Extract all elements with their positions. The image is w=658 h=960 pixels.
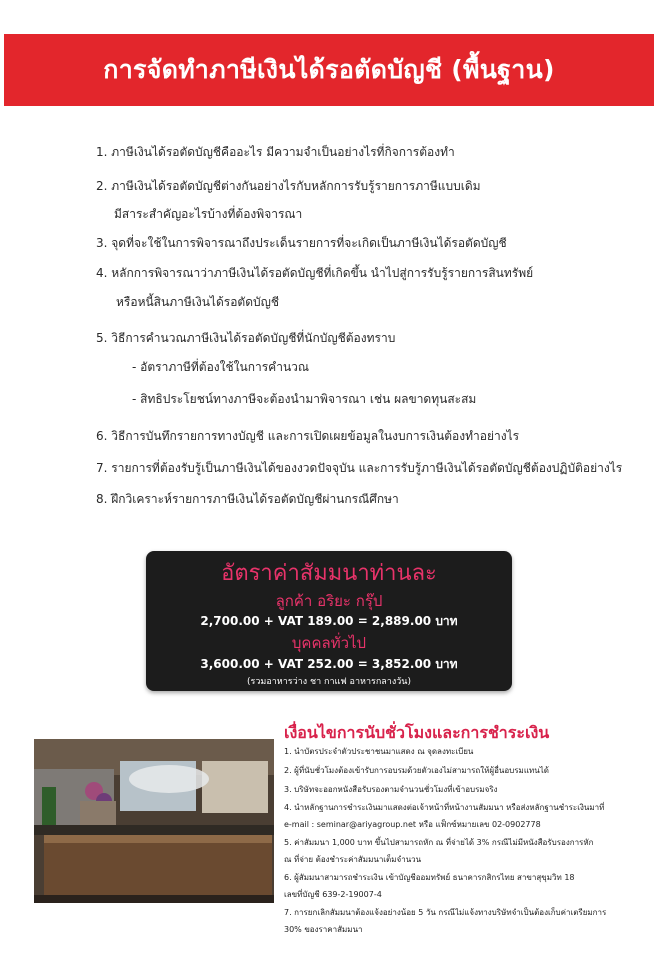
condition-line-7-cont: 30% ของราคาสัมมนา (284, 925, 363, 934)
condition-line-3: 3. บริษัทจะออกหนังสือรับรองตามจำนวนชั่วโมงที่เข้าอบรมจริง (284, 785, 498, 794)
condition-line-4: 4. นำหลักฐานการชำระเงินมาแสดงต่อเจ้าหน้าที่หน้างานสัมมนา หรือส่งหลักฐานชำระเงินมาที่ (284, 803, 605, 812)
seminar-room-photo (34, 739, 274, 903)
topic-item-7: 7. รายการที่ต้องรับรู้เป็นภาษีเงินได้ของงวดปัจจุบัน และการรับรู้ภาษีเงินได้รอตัดบัญชีต้องปฏิบัติอย่างไร (96, 461, 623, 475)
public-label: บุคคลทั่วไป (291, 634, 367, 652)
topic-item-8: 8. ฝึกวิเคราะห์รายการภาษีเงินได้รอตัดบัญชีผ่านกรณีศึกษา (96, 492, 399, 506)
topic-subitem-5b: - สิทธิประโยชน์ทางภาษีจะต้องนำมาพิจารณา เช่น ผลขาดทุนสะสม (132, 392, 477, 406)
conditions-title: เงื่อนไขการนับชั่วโมงและการชำระเงิน (284, 723, 550, 742)
pricing-title: อัตราค่าสัมมนาท่านละ (221, 561, 437, 586)
topic-item-1: 1. ภาษีเงินได้รอตัดบัญชีคืออะไร มีความจำเป็นอย่างไรที่กิจการต้องทำ (96, 145, 455, 159)
condition-email-line: e-mail : seminar@ariyagroup.net หรือ แฟ็กซ์หมายเลข 02-0902778 (284, 820, 541, 829)
topic-subitem-5a: - อัตราภาษีที่ต้องใช้ในการคำนวณ (132, 360, 310, 374)
topic-item-3: 3. จุดที่จะใช้ในการพิจารณาถึงประเด็นรายการที่จะเกิดเป็นภาษีเงินได้รอตัดบัญชี (96, 236, 507, 250)
topic-item-6: 6. วิธีการบันทึกรายการทางบัญชี และการเปิดเผยข้อมูลในงบการเงินต้องทำอย่างไร (96, 429, 520, 443)
condition-line-5: 5. ค่าสัมมนา 1,000 บาท ขึ้นไปสามารถหัก ณ ที่จ่ายได้ 3% กรณีไม่มีหนังสือรับรองการหัก (284, 838, 594, 847)
topic-item-5: 5. วิธีการคำนวณภาษีเงินได้รอตัดบัญชีที่นักบัญชีต้องทราบ (96, 331, 396, 345)
condition-line-2: 2. ผู้ที่นับชั่วโมงต้องเข้ารับการอบรมด้วยตัวเองไม่สามารถให้ผู้อื่นอบรมแทนได้ (284, 766, 549, 775)
pricing-note: (รวมอาหารว่าง ชา กาแฟ อาหารกลางวัน) (247, 677, 411, 687)
condition-line-5-cont: ณ ที่จ่าย ต้องชำระค่าสัมมนาเต็มจำนวน (284, 855, 422, 864)
topic-item-2: 2. ภาษีเงินได้รอตัดบัญชีต่างกันอย่างไรกับหลักการรับรู้รายการภาษีแบบเดิม (96, 179, 481, 193)
public-price: 3,600.00 + VAT 252.00 = 3,852.00 บาท (200, 657, 458, 671)
topic-item-2-cont: มีสาระสำคัญอะไรบ้างที่ต้องพิจารณา (114, 207, 303, 221)
page-title: การจัดทำภาษีเงินได้รอตัดบัญชี (พื้นฐาน) (103, 55, 555, 84)
member-price: 2,700.00 + VAT 189.00 = 2,889.00 บาท (200, 614, 458, 628)
topic-item-4: 4. หลักการพิจารณาว่าภาษีเงินได้รอตัดบัญชีที่เกิดขึ้น นำไปสู่การรับรู้รายการสินทรัพย์ (96, 266, 534, 280)
condition-line-6: 6. ผู้สัมมนาสามารถชำระเงิน เข้าบัญชีออมทรัพย์ ธนาคารกสิกรไทย สาขาสุขุมวิท 18 (284, 873, 575, 882)
topic-item-4-cont: หรือหนี้สินภาษีเงินได้รอตัดบัญชี (116, 295, 279, 309)
member-label: ลูกค้า อริยะ กรุ๊ป (275, 592, 383, 610)
condition-line-1: 1. นำบัตรประจำตัวประชาชนมาแสดง ณ จุดลงทะเบียน (284, 747, 474, 756)
pricing-box (146, 551, 512, 691)
condition-line-6-cont: เลขที่บัญชี 639-2-19007-4 (284, 890, 382, 899)
condition-line-7: 7. การยกเลิกสัมมนาต้องแจ้งอย่างน้อย 5 วัน กรณีไม่แจ้งทางบริษัทจำเป็นต้องเก็บค่าเตรียมการ (284, 908, 607, 917)
